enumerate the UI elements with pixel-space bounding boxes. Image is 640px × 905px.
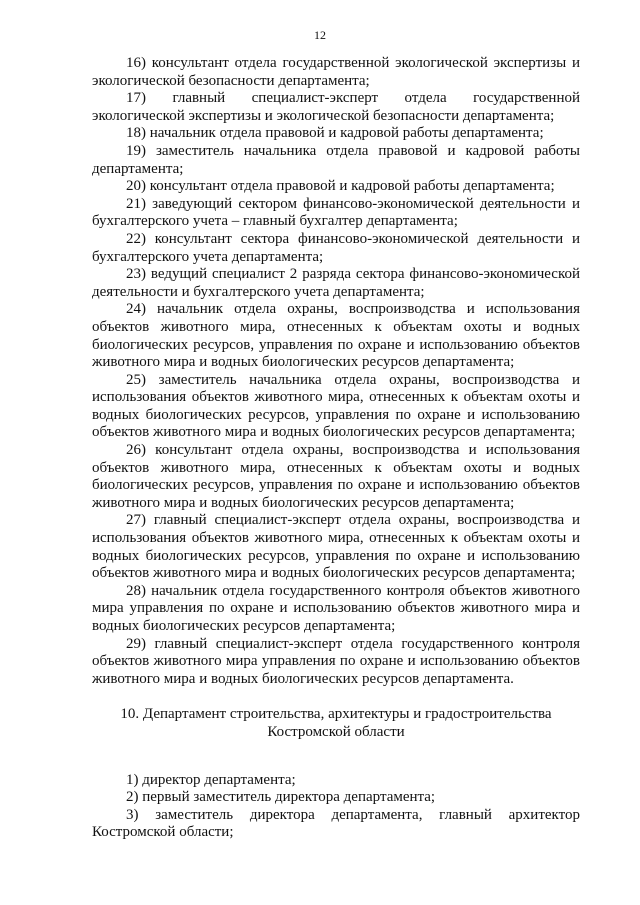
list-item: 24) начальник отдела охраны, воспроизводства и использования объектов животного мира, отнесенных к объектам охоты и водных биологических ресурсов, управления по охране и использованию объектов животного мира и водных биологических ресурсов департамента; (92, 301, 580, 371)
section-heading-line-1: 10. Департамент строительства, архитектуры и градостроительства (120, 706, 552, 723)
list-item: 1) директор департамента; (126, 771, 296, 788)
list-item: 26) консультант отдела охраны, воспроизводства и использования объектов животного мира, отнесенных к объектам охоты и водных биологических ресурсов, управления по охране и использованию объектов животного мира и водных биологических ресурсов департамента; (92, 442, 580, 511)
list-item: 18) начальник отдела правовой и кадровой работы департамента; (126, 125, 544, 142)
list-item: 3) заместитель директора департамента, главный архитектор Костромской области; (92, 806, 580, 841)
section-heading-line-2: Костромской области (267, 723, 405, 740)
section-heading (92, 706, 580, 741)
list-item: 23) ведущий специалист 2 разряда сектора финансово-экономической деятельности и бухгалтерского учета департамента; (92, 266, 580, 300)
list-item: 21) заведующий сектором финансово-экономической деятельности и бухгалтерского учета – главный бухгалтер департамента; (92, 195, 580, 230)
list-item: 29) главный специалист-эксперт отдела государственного контроля объектов животного мира управления по охране и использованию объектов животного мира и водных биологических ресурсов департамента. (92, 635, 580, 687)
list-item: 22) консультант сектора финансово-экономической деятельности и бухгалтерского учета департамента; (92, 230, 580, 265)
list-item: 2) первый заместитель директора департамента; (126, 789, 436, 806)
list-item: 20) консультант отдела правовой и кадровой работы департамента; (126, 178, 555, 195)
list-item: 19) заместитель начальника отдела правовой и кадровой работы департамента; (92, 142, 580, 177)
list-item: 17) главный специалист-эксперт отдела государственной экологической экспертизы и экологической безопасности департамента; (92, 90, 580, 124)
list-item: 25) заместитель начальника отдела охраны, воспроизводства и использования объектов животного мира, отнесенных к объектам охоты и водных биологических ресурсов, управления по охране и использованию объектов животного мира и водных биологических ресурсов департамента; (92, 371, 580, 441)
page-number: 12 (314, 28, 326, 42)
list-item: 16) консультант отдела государственной экологической экспертизы и экологической безопасности департамента; (92, 55, 580, 89)
list-item: 28) начальник отдела государственного контроля объектов животного мира управления по охране и использованию объектов животного мира и водных биологических ресурсов департамента; (92, 582, 580, 634)
list-item: 27) главный специалист-эксперт отдела охраны, воспроизводства и использования объектов животного мира, отнесенных к объектам охоты и водных биологических ресурсов, управления по охране и использованию объектов животного мира и водных биологических ресурсов департамента; (92, 512, 580, 582)
document-body (92, 55, 580, 842)
